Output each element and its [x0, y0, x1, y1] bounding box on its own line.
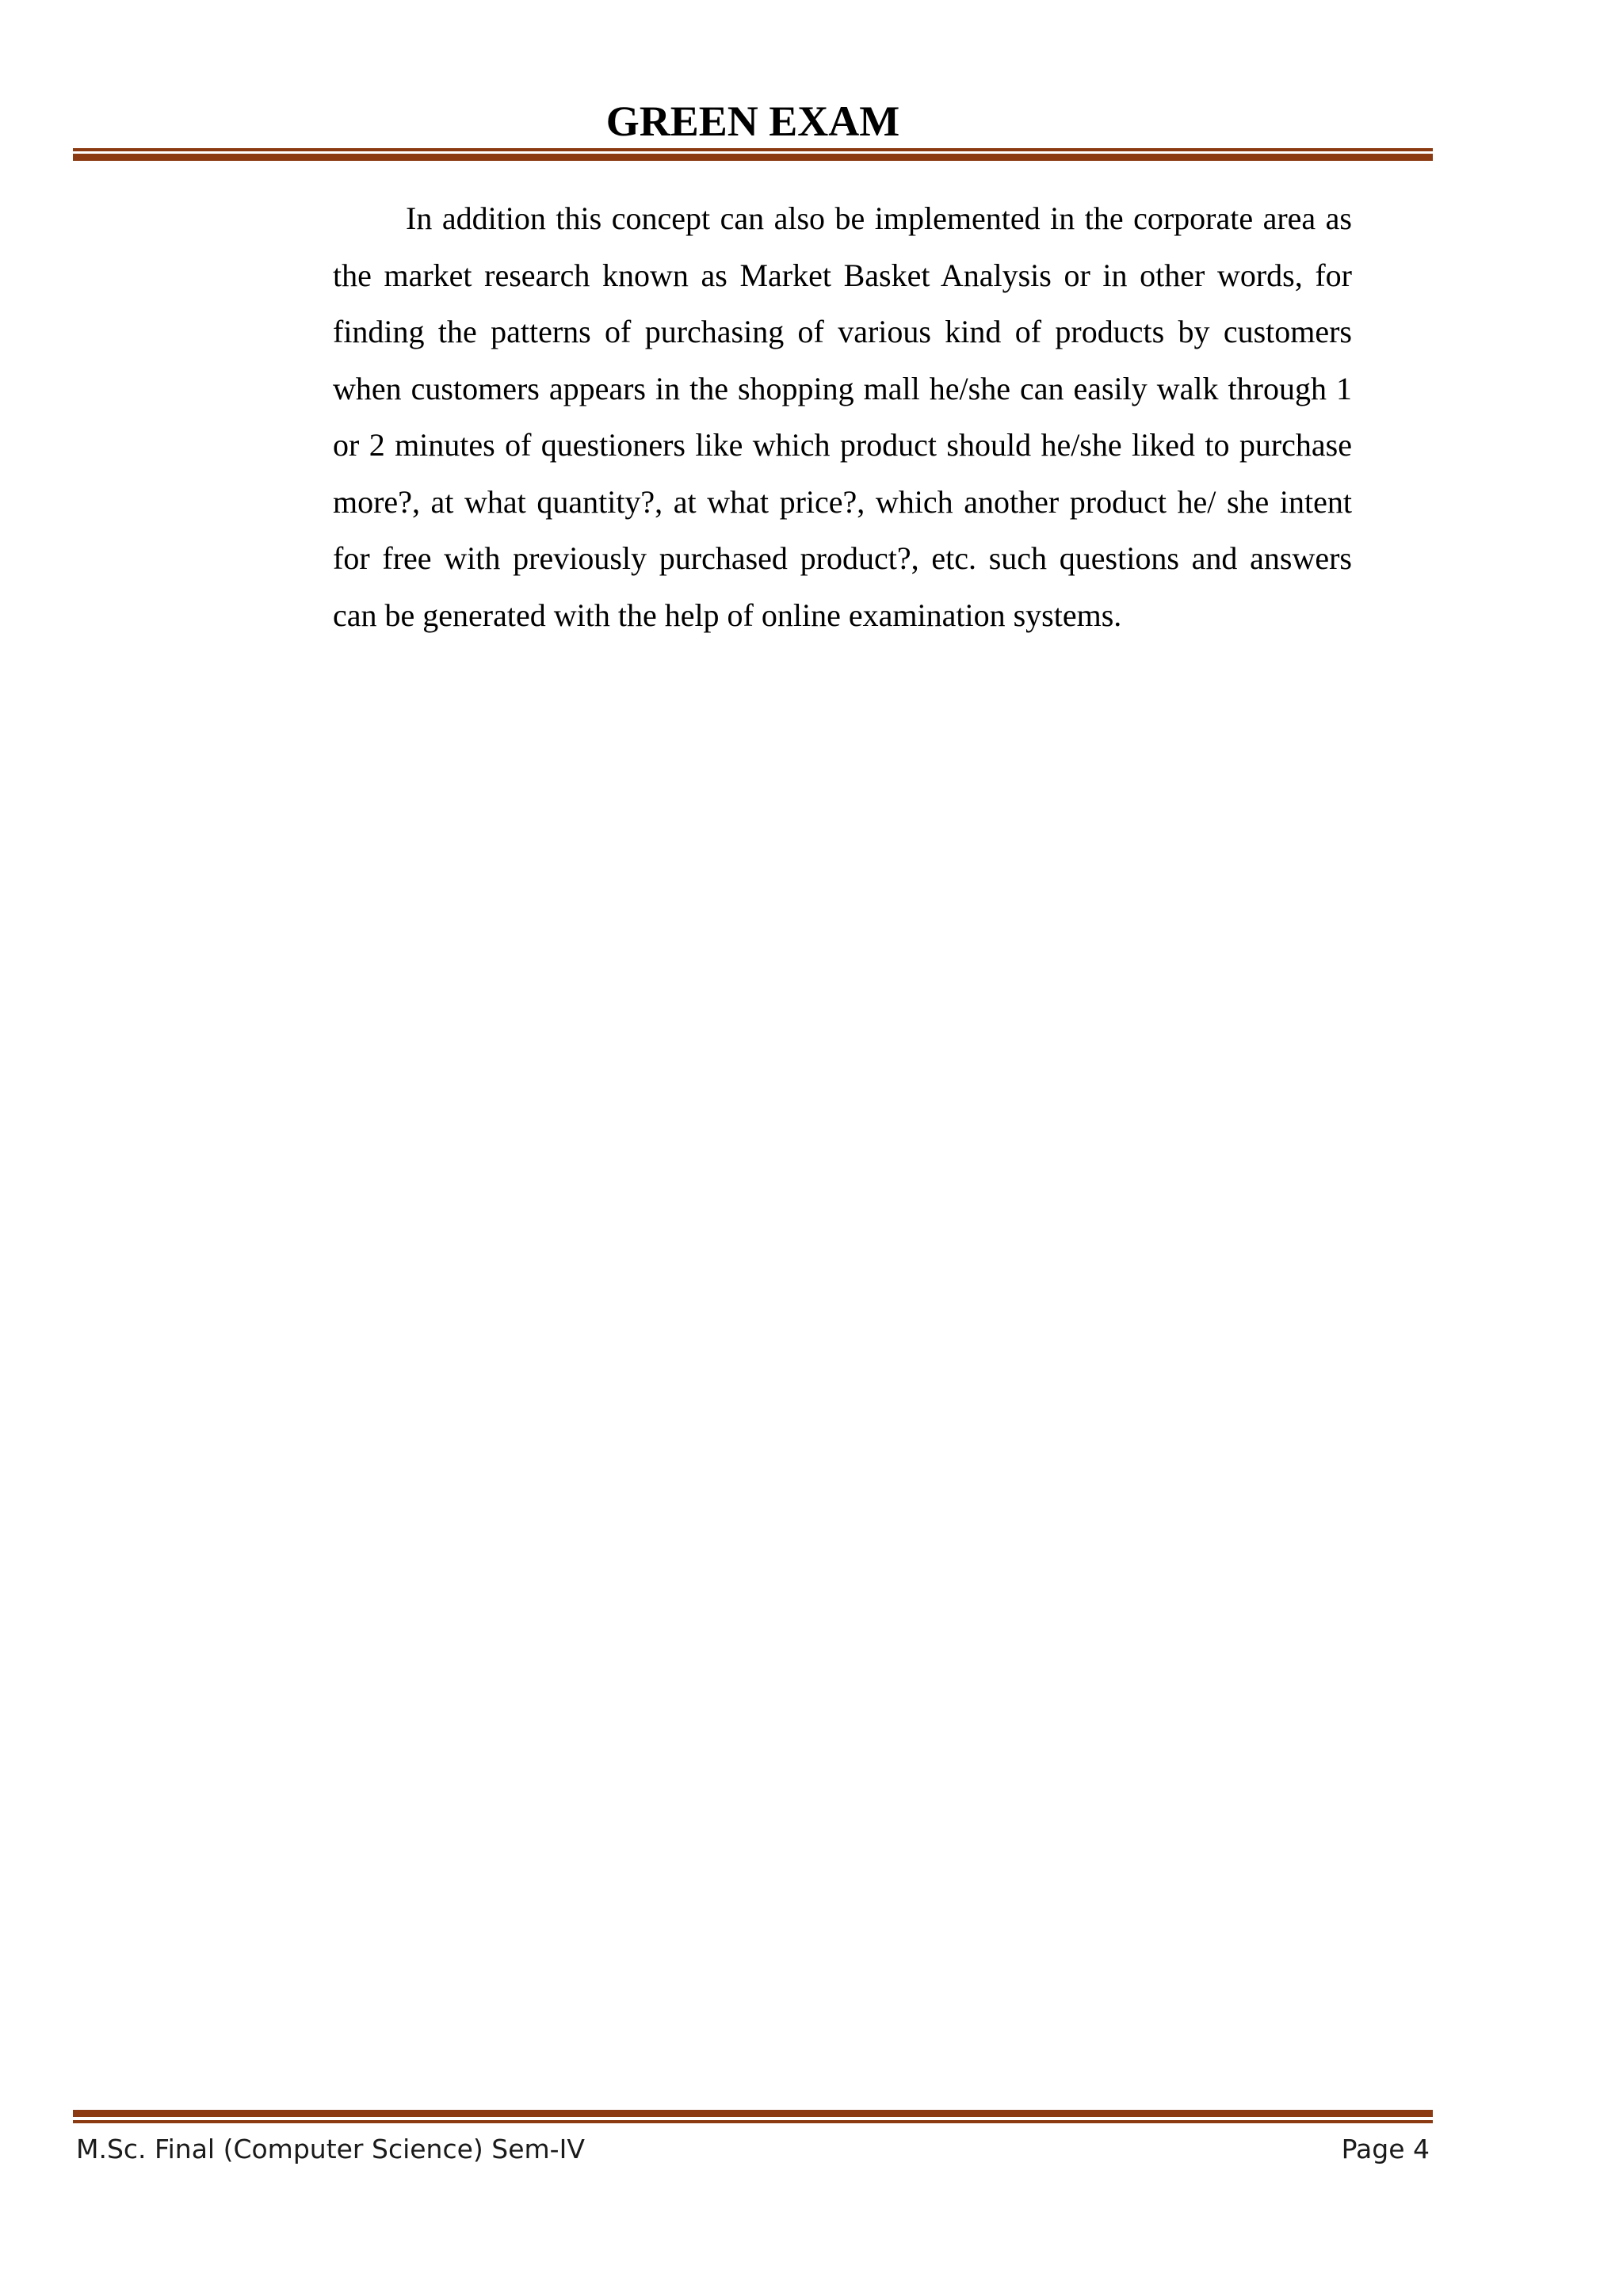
- footer-page-number: Page 4: [1341, 2134, 1430, 2164]
- body-paragraph: In addition this concept can also be implemented in the corporate area as the market research known as Market Basket Analysis or in other words, for finding the patterns of purchasing of various kind of products by customers when customers appears in the shopping mall he/she can easily walk through 1 or 2 minutes of questioners like which product should he/she liked to purchase more?, at what quantity?, at what price?, which another product he/ she intent for free with previously purchased product?, etc. such questions and answers can be generated with the help of online examination systems.: [333, 200, 1352, 633]
- footer-rule-thin: [73, 2120, 1433, 2123]
- footer-course-label: M.Sc. Final (Computer Science) Sem-IV: [76, 2134, 585, 2164]
- footer-rule-thick: [73, 2110, 1433, 2117]
- page-header-title: GREEN EXAM: [605, 97, 900, 145]
- header-rule-thin: [73, 148, 1433, 151]
- header-rule-thick: [73, 154, 1433, 161]
